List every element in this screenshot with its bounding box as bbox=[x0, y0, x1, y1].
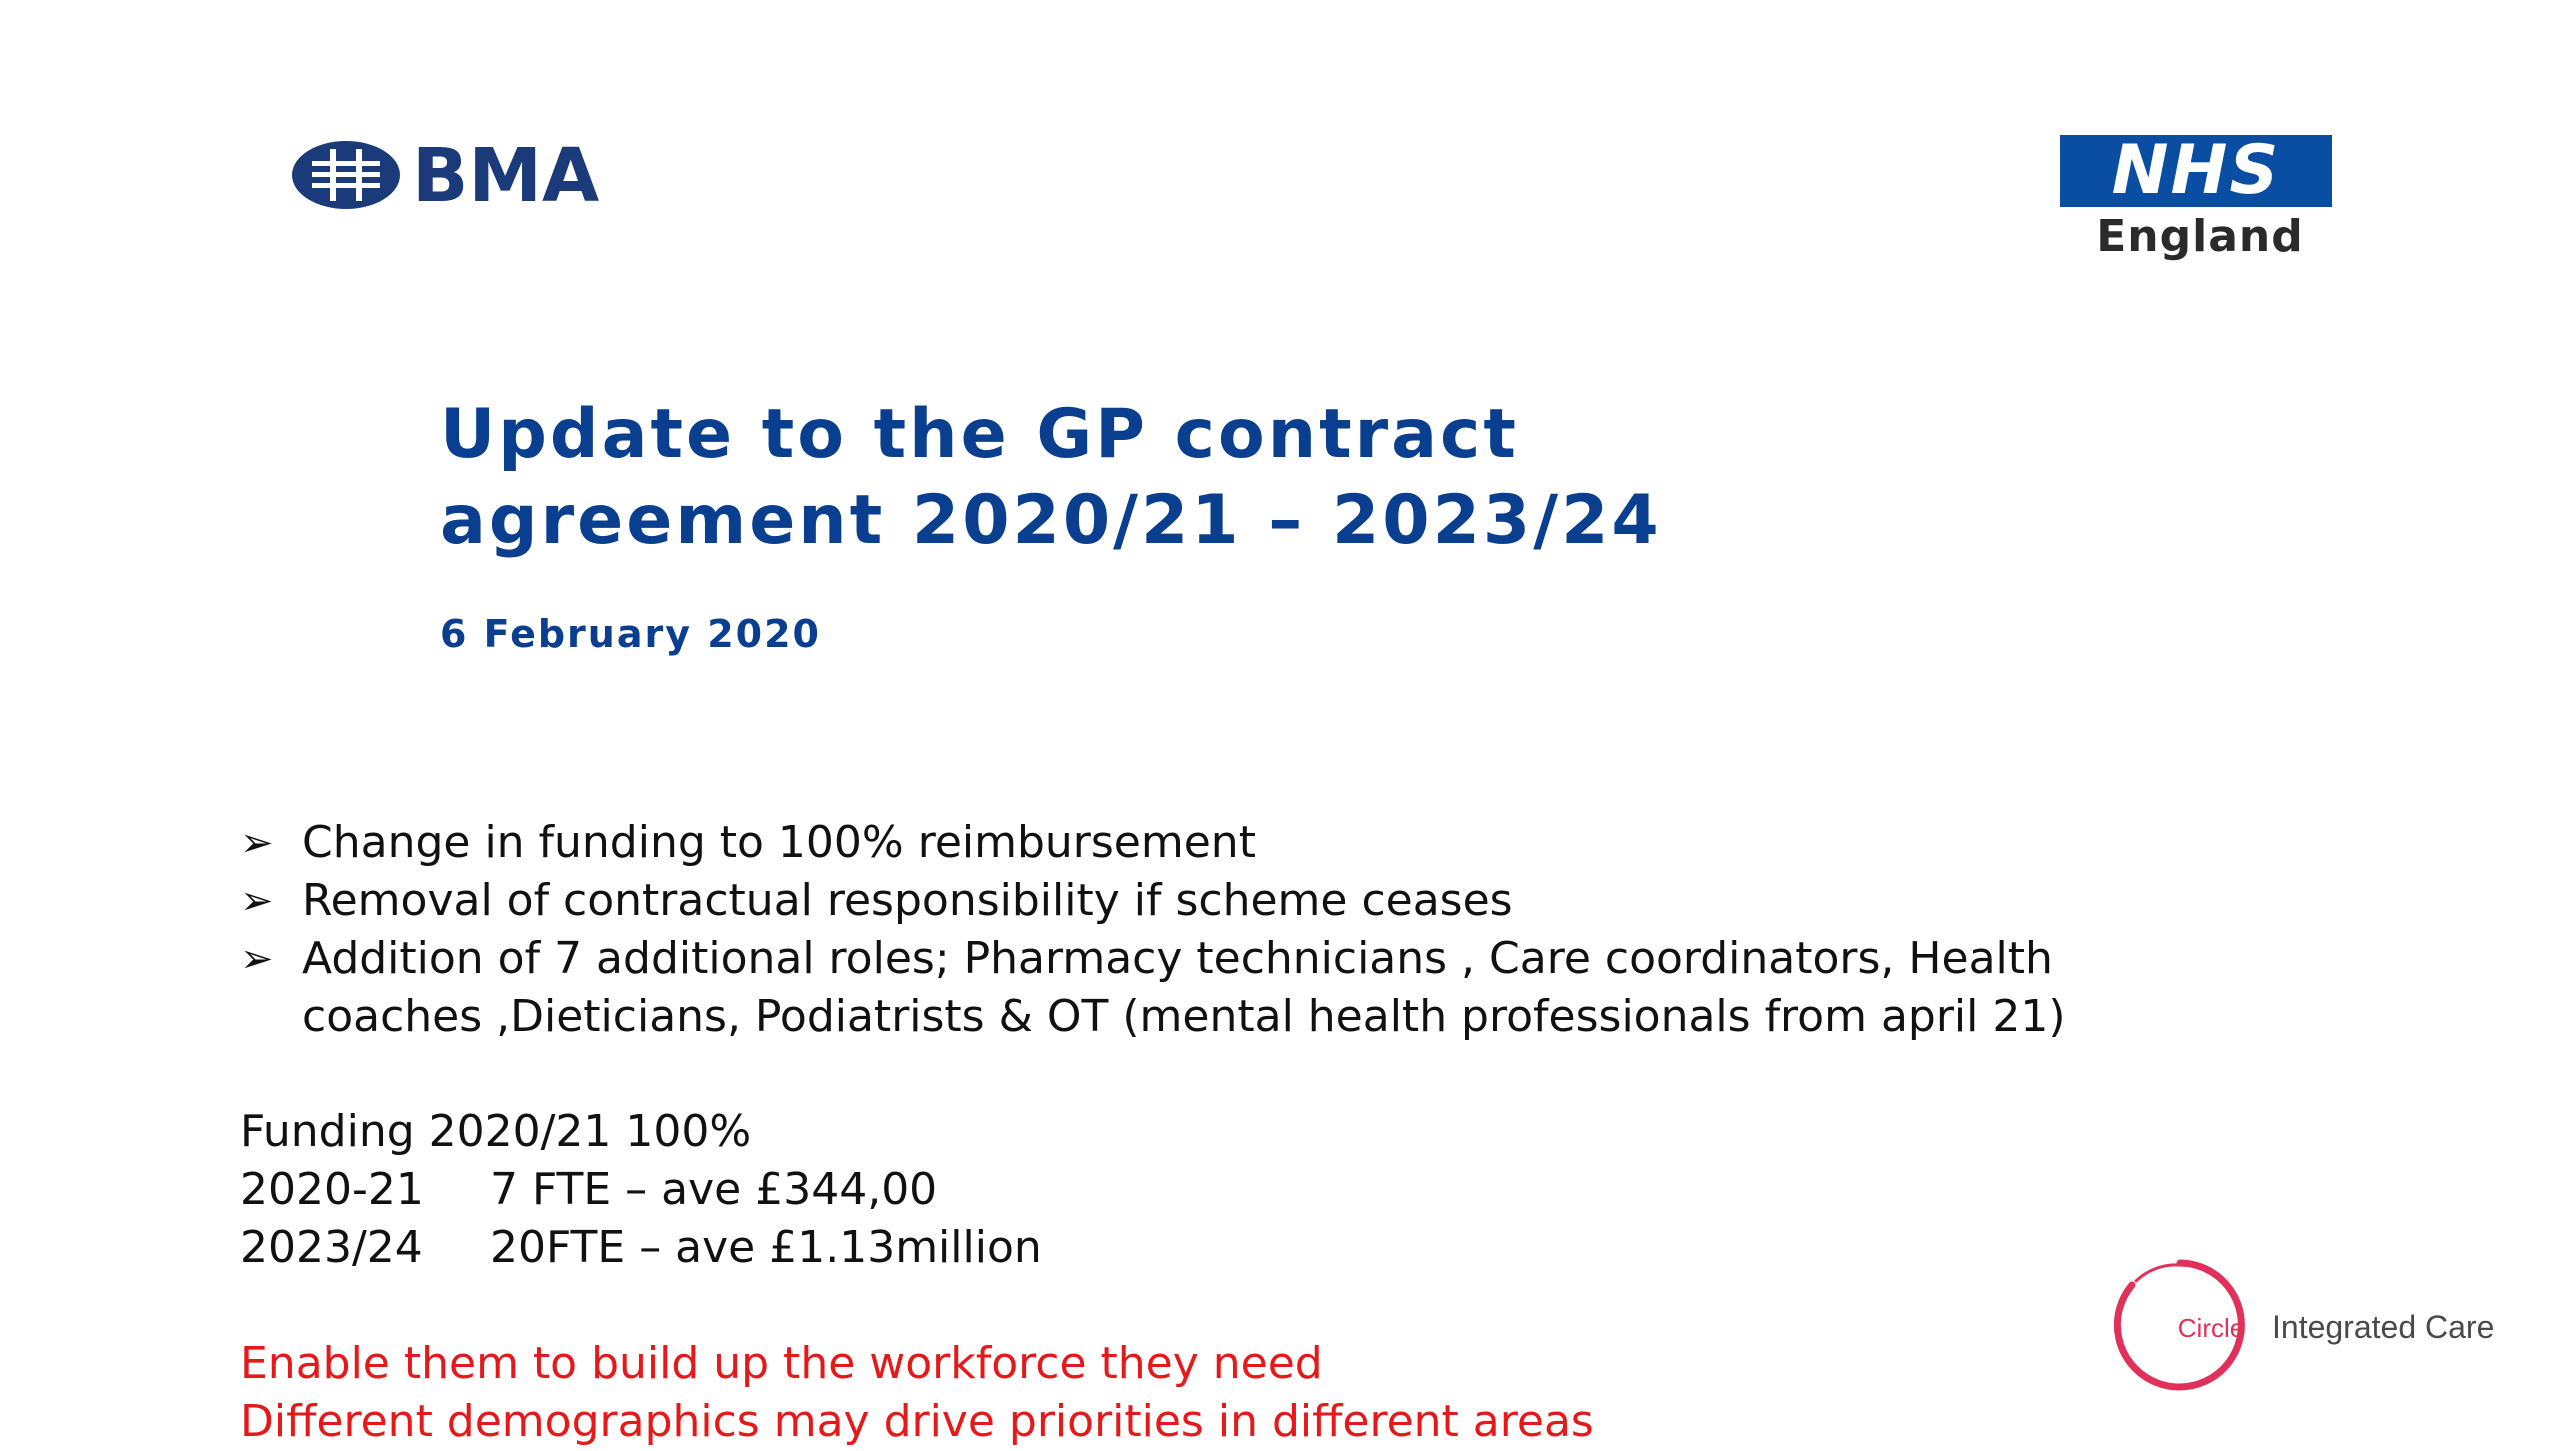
bma-wordmark: BMA bbox=[412, 135, 600, 215]
notes-section bbox=[240, 1335, 1594, 1451]
list-item-text: Addition of 7 additional roles; Pharmacy technicians , Care coordinators, Health coaches ,Dieticians, Podiatrists & OT (mental health professionals from april 21) bbox=[302, 933, 2066, 1042]
funding-period: 2020-21 bbox=[240, 1164, 424, 1215]
list-item bbox=[240, 930, 2140, 1046]
nhs-logo-subtext: England bbox=[2096, 211, 2304, 262]
funding-detail: 7 FTE – ave £344,00 bbox=[490, 1164, 938, 1215]
bma-crest-icon bbox=[290, 135, 680, 215]
funding-period: 2023/24 bbox=[240, 1222, 423, 1273]
list-item-text: Change in funding to 100% reimbursement bbox=[302, 817, 1256, 868]
list-item bbox=[240, 814, 2140, 872]
bullet-list bbox=[240, 814, 2140, 1046]
nhs-logo-box: NHS bbox=[2060, 135, 2332, 207]
funding-row bbox=[240, 1219, 1042, 1277]
funding-detail: 20FTE – ave £1.13million bbox=[490, 1222, 1042, 1273]
note-line: Enable them to build up the workforce they need bbox=[240, 1338, 1323, 1389]
bma-logo bbox=[290, 135, 680, 215]
circle-integrated-care-logo bbox=[2110, 1255, 2510, 1415]
arrow-bullet-icon: ➢ bbox=[240, 820, 274, 866]
nhs-england-logo bbox=[2060, 131, 2340, 265]
title-line-2: agreement 2020/21 – 2023/24 bbox=[440, 481, 1662, 560]
circle-logo-text: Integrated Care bbox=[2272, 1309, 2495, 1345]
funding-row bbox=[240, 1161, 1042, 1219]
circle-wordmark: Circle bbox=[2177, 1313, 2245, 1343]
page-title bbox=[440, 392, 2040, 564]
list-item bbox=[240, 872, 2140, 930]
arrow-bullet-icon: ➢ bbox=[240, 936, 274, 982]
list-item-text: Removal of contractual responsibility if scheme ceases bbox=[302, 875, 1513, 926]
funding-section bbox=[240, 1103, 1042, 1277]
note-line: Different demographics may drive priorities in different areas bbox=[240, 1396, 1594, 1447]
arrow-bullet-icon: ➢ bbox=[240, 878, 274, 924]
title-date: 6 February 2020 bbox=[440, 612, 821, 656]
title-line-1: Update to the GP contract bbox=[440, 395, 1519, 474]
funding-heading: Funding 2020/21 100% bbox=[240, 1106, 752, 1157]
